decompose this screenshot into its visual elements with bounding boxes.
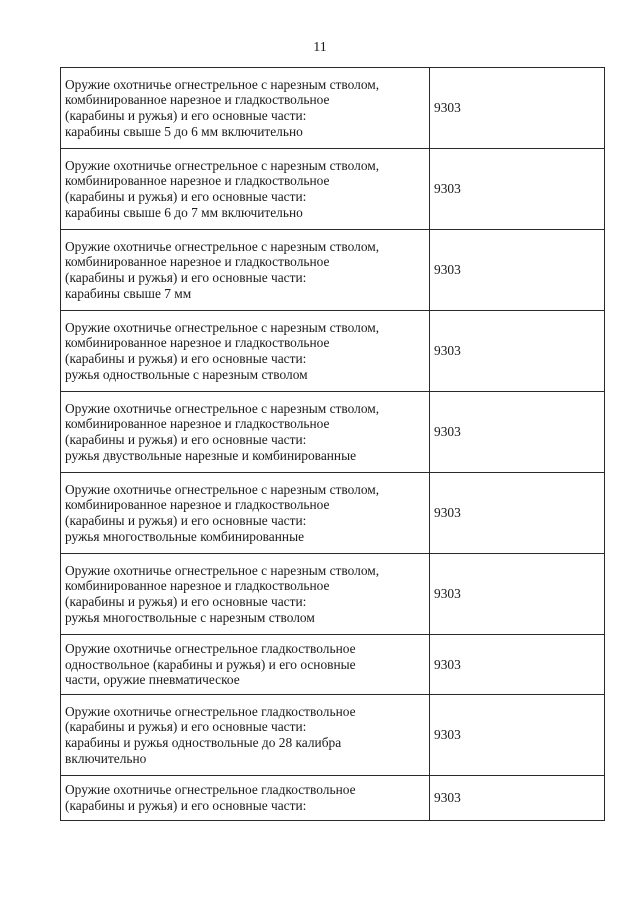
table-row: [61, 311, 605, 392]
row-description-cell: [61, 776, 430, 821]
row-code-cell: 9303: [430, 68, 605, 149]
row-description-cell: [61, 149, 430, 230]
description-line: (карабины и ружья) и его основные части:: [65, 351, 307, 366]
table-row: [61, 392, 605, 473]
page-number: 11: [313, 40, 327, 55]
row-description-cell: [61, 473, 430, 554]
description-line: ружья многоствольные с нарезным стволом: [65, 609, 315, 625]
row-description-cell: [61, 392, 430, 473]
classification-table: [60, 67, 605, 821]
description-line: комбинированное нарезное и гладкоствольное: [65, 92, 330, 108]
table-row: [61, 230, 605, 311]
row-code-cell: 9303: [430, 635, 605, 695]
description-line: (карабины и ружья) и его основные части:: [65, 432, 307, 447]
description-line: карабины свыше 5 до 6 мм включительно: [65, 123, 303, 139]
description-line: (карабины и ружья) и его основные части:: [65, 513, 307, 528]
row-description-cell: [61, 311, 430, 392]
description-line: Оружие охотничье огнестрельное гладкоствольное: [65, 782, 356, 798]
description-line: карабины свыше 6 до 7 мм включительно: [65, 204, 303, 220]
row-code-cell: 9303: [430, 473, 605, 554]
description-line: комбинированное нарезное и гладкоствольное: [65, 254, 330, 270]
table-row: [61, 473, 605, 554]
description-line: ружья многоствольные комбинированные: [65, 528, 305, 544]
table-body: [61, 68, 605, 821]
description-line: комбинированное нарезное и гладкоствольное: [65, 578, 330, 594]
description-line: комбинированное нарезное и гладкоствольное: [65, 497, 330, 513]
description-line: комбинированное нарезное и гладкоствольное: [65, 173, 330, 189]
row-description-cell: [61, 230, 430, 311]
description-line: (карабины и ружья) и его основные части:: [65, 594, 307, 609]
description-line: части, оружие пневматическое: [65, 672, 240, 688]
description-line: комбинированное нарезное и гладкоствольное: [65, 416, 330, 432]
description-line: (карабины и ружья) и его основные части:: [65, 719, 307, 735]
description-line: ружья двуствольные нарезные и комбинированные: [65, 447, 357, 463]
description-line: (карабины и ружья) и его основные части:: [65, 108, 307, 123]
description-line: комбинированное нарезное и гладкоствольное: [65, 335, 330, 351]
table-row: [61, 68, 605, 149]
row-description-cell: [61, 635, 430, 695]
description-line: Оружие охотничье огнестрельное с нарезным стволом,: [65, 400, 380, 416]
description-line: Оружие охотничье огнестрельное с нарезным стволом,: [65, 157, 380, 173]
description-line: Оружие охотничье огнестрельное с нарезным стволом,: [65, 562, 380, 578]
description-line: Оружие охотничье огнестрельное с нарезным стволом,: [65, 481, 380, 497]
row-description-cell: [61, 554, 430, 635]
row-code-cell: 9303: [430, 695, 605, 776]
description-line: одноствольное (карабины и ружья) и его основные: [65, 656, 356, 672]
row-code-cell: 9303: [430, 776, 605, 821]
row-description-cell: [61, 695, 430, 776]
row-code-cell: 9303: [430, 149, 605, 230]
row-description-cell: [61, 68, 430, 149]
table-row: [61, 635, 605, 695]
row-code-cell: 9303: [430, 230, 605, 311]
row-code-cell: 9303: [430, 392, 605, 473]
description-line: Оружие охотничье огнестрельное с нарезным стволом,: [65, 319, 380, 335]
table-row: [61, 554, 605, 635]
description-line: Оружие охотничье огнестрельное с нарезным стволом,: [65, 76, 380, 92]
description-line: включительно: [65, 750, 147, 766]
description-line: карабины свыше 7 мм: [65, 285, 192, 301]
description-line: ружья одноствольные с нарезным стволом: [65, 366, 308, 382]
description-line: (карабины и ружья) и его основные части:: [65, 798, 307, 813]
table-row: [61, 149, 605, 230]
description-line: карабины и ружья одноствольные до 28 калибра: [65, 735, 342, 750]
description-line: Оружие охотничье огнестрельное гладкоствольное: [65, 641, 356, 657]
row-code-cell: 9303: [430, 554, 605, 635]
table-row: [61, 695, 605, 776]
description-line: Оружие охотничье огнестрельное гладкоствольное: [65, 703, 356, 719]
row-code-cell: 9303: [430, 311, 605, 392]
description-line: (карабины и ружья) и его основные части:: [65, 189, 307, 204]
description-line: (карабины и ружья) и его основные части:: [65, 270, 307, 285]
description-line: Оружие охотничье огнестрельное с нарезным стволом,: [65, 238, 380, 254]
table-row: [61, 776, 605, 821]
